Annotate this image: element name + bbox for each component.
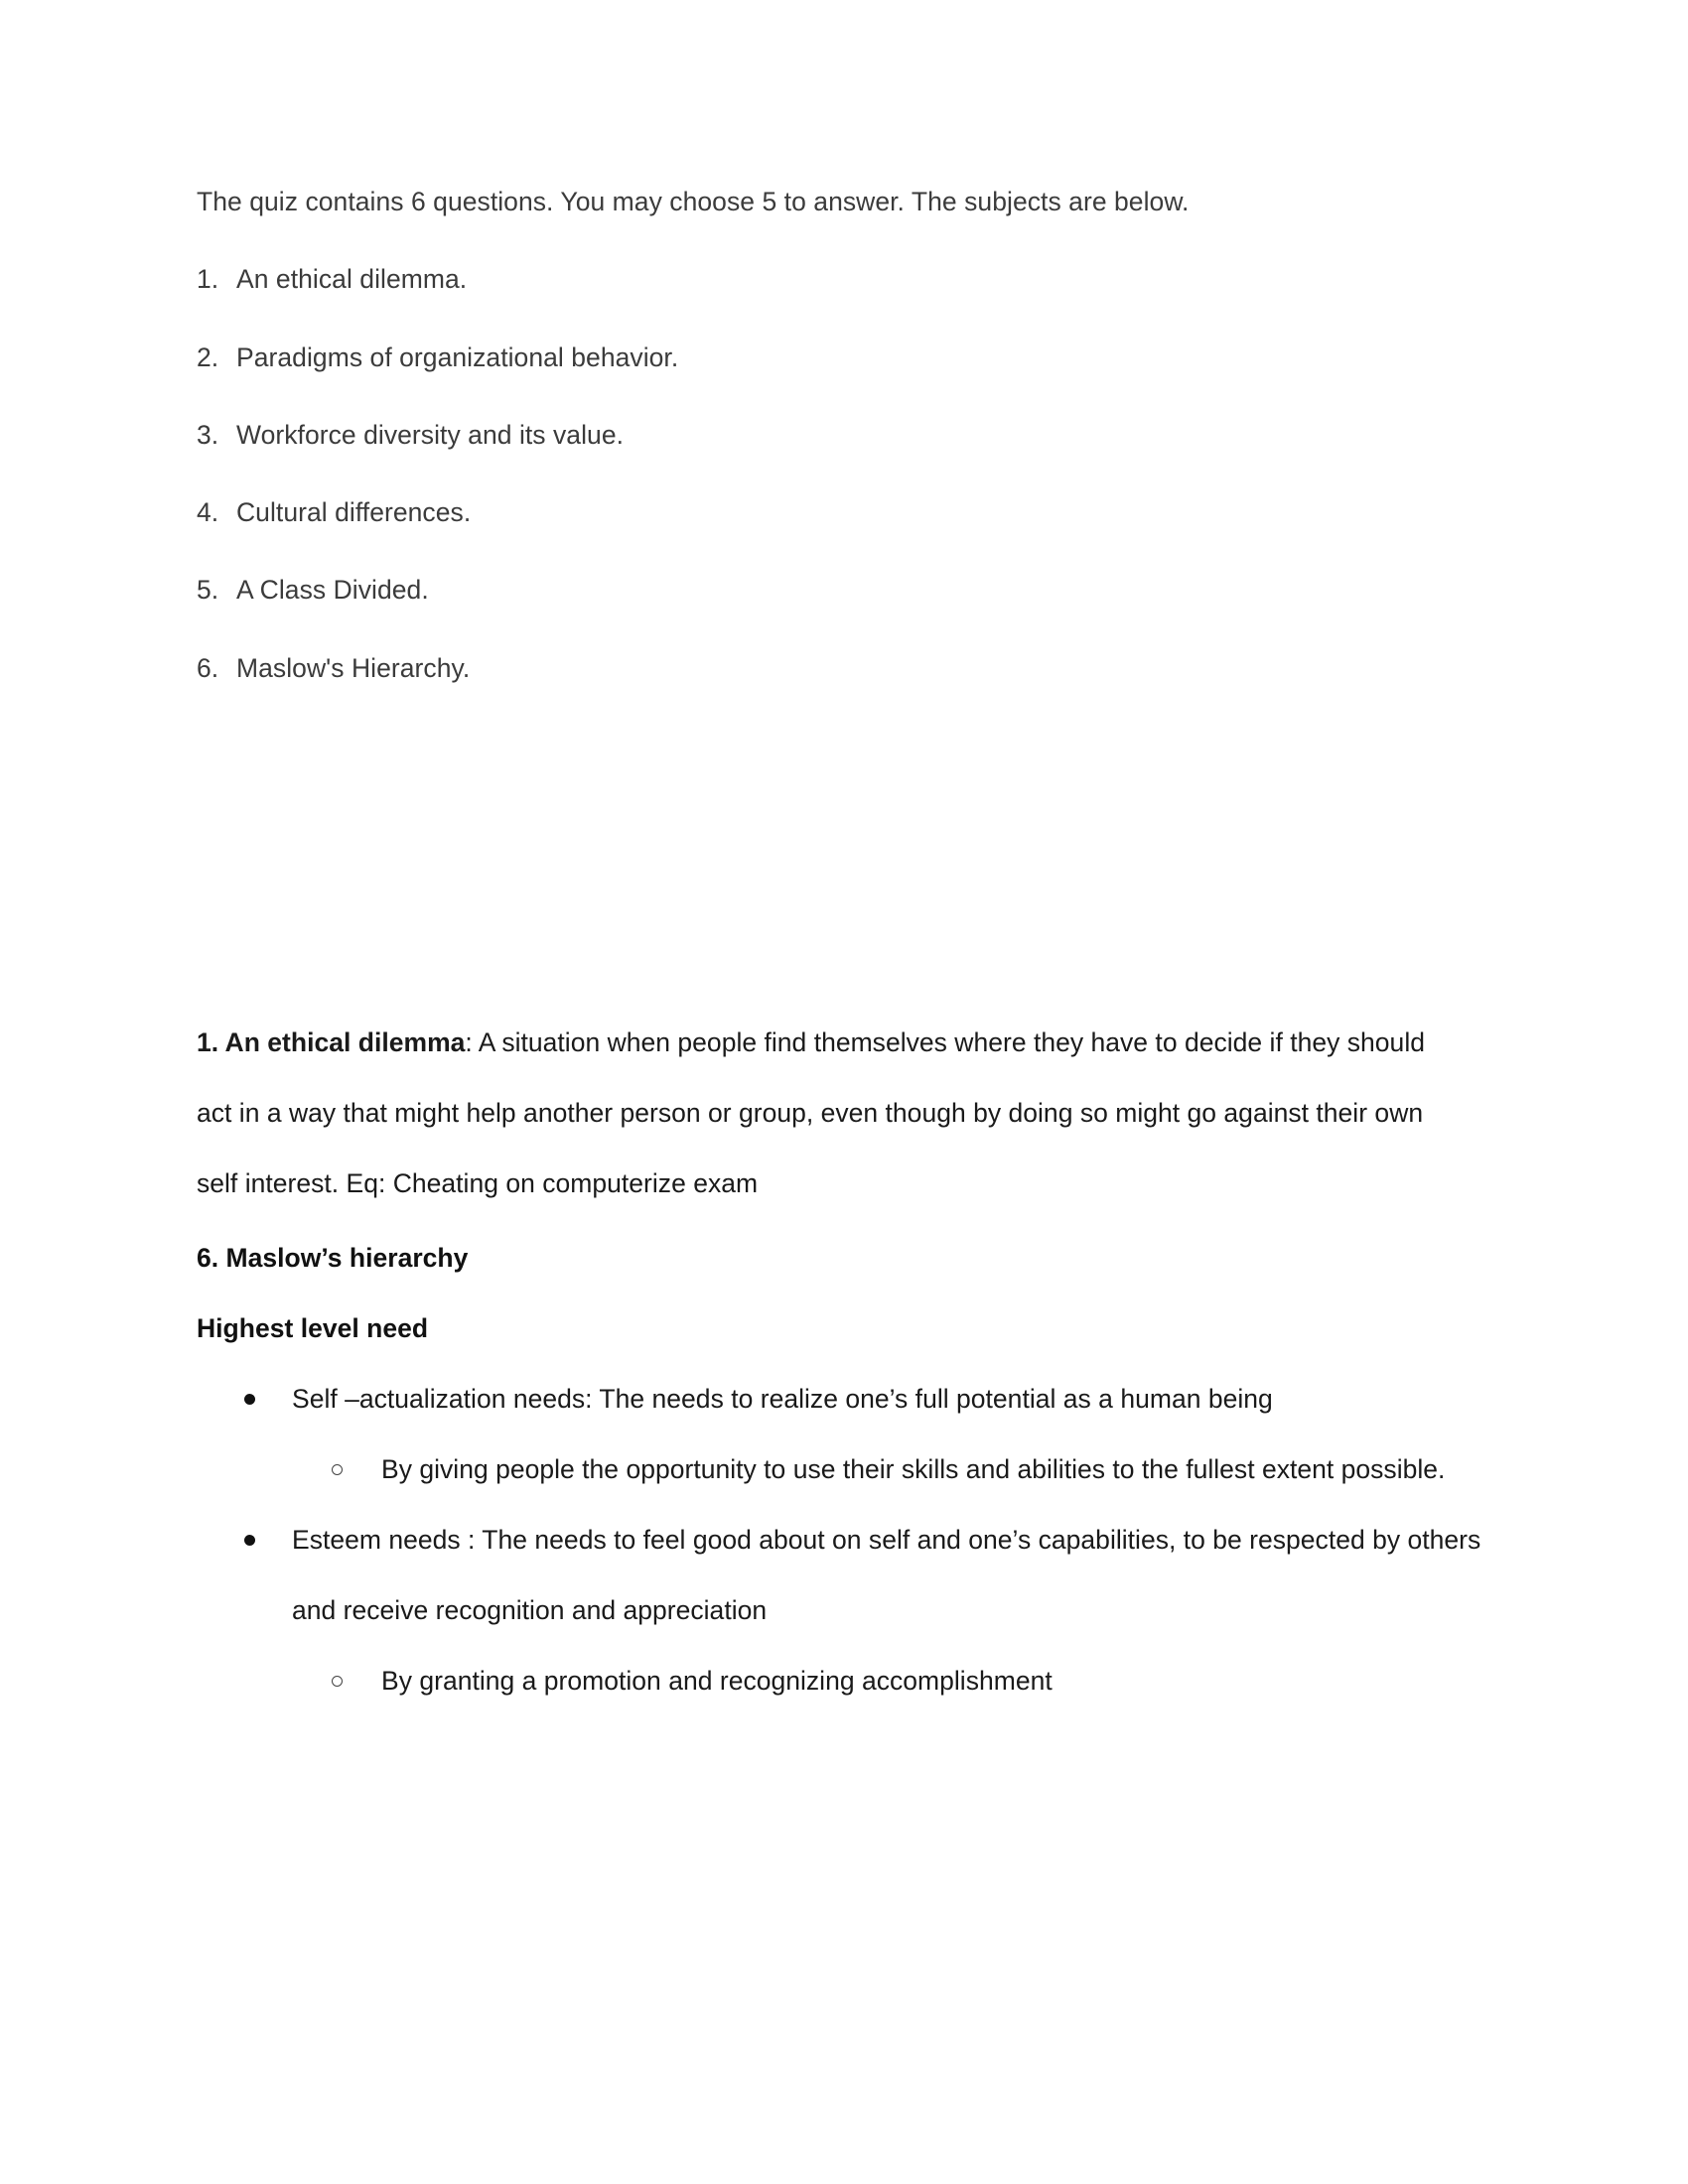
- list-item-label: Self –actualization needs: The needs to realize one’s full potential as a human being: [292, 1384, 1273, 1414]
- list-item: [197, 420, 1477, 451]
- list-item-label: Workforce diversity and its value.: [236, 419, 625, 450]
- answer-6-heading: 6. Maslow’s hierarchy: [197, 1243, 469, 1273]
- list-item: [197, 342, 1477, 373]
- list-item: [197, 575, 1477, 606]
- maslow-sub-list: [292, 1646, 1498, 1716]
- bullet-dot-icon: [244, 1505, 264, 1575]
- list-item-number: 2.: [197, 341, 219, 372]
- bullet-circle-icon: [332, 1434, 352, 1505]
- list-item-number: 1.: [197, 264, 219, 295]
- bullet-dot-icon: [244, 1364, 264, 1434]
- list-item-number: 3.: [197, 419, 219, 450]
- list-item-label: By granting a promotion and recognizing accomplishment: [381, 1666, 1053, 1696]
- maslow-bullet-list: [197, 1364, 1487, 1716]
- list-item-label: Cultural differences.: [236, 497, 472, 528]
- answer-1-paragraph: [197, 1008, 1453, 1219]
- list-item: [197, 497, 1477, 528]
- list-item: [197, 653, 1477, 684]
- highest-level-need-subheading: Highest level need: [197, 1313, 429, 1343]
- list-item-label: Paradigms of organizational behavior.: [236, 341, 679, 372]
- list-item: [197, 1505, 1498, 1716]
- list-item-label: A Class Divided.: [236, 575, 429, 606]
- bullet-circle-icon: [332, 1646, 352, 1716]
- list-item-number: 5.: [197, 575, 219, 606]
- maslow-sub-list: [292, 1434, 1498, 1505]
- quiz-intro-block: [197, 187, 1477, 684]
- list-item-number: 4.: [197, 497, 219, 528]
- quiz-topics-list: [197, 264, 1477, 684]
- list-item-label: An ethical dilemma.: [236, 264, 468, 295]
- quiz-intro-sentence: The quiz contains 6 questions. You may choose 5 to answer. The subjects are below.: [197, 187, 1190, 216]
- list-item-label: Esteem needs : The needs to feel good about on self and one’s capabilities, to be respected by others and receive recognition and appreciation: [292, 1525, 1481, 1625]
- list-item: [197, 264, 1477, 295]
- answers-section: [197, 1008, 1487, 1716]
- list-item: [292, 1646, 1493, 1716]
- list-item: [197, 1364, 1498, 1505]
- list-item-number: 6.: [197, 652, 219, 683]
- list-item-label: By giving people the opportunity to use their skills and abilities to the fullest extent possible.: [381, 1454, 1446, 1484]
- answer-1-label: 1. An ethical dilemma: [197, 1027, 466, 1057]
- answer-1-body: : A situation when people find themselves where they have to decide if they should act in a way that might help another person or group, even though by doing so might go against their own self interest. Eq: Cheating on computerize exam: [197, 1027, 1425, 1198]
- list-item-label: Maslow's Hierarchy.: [236, 652, 471, 683]
- list-item: [292, 1434, 1493, 1505]
